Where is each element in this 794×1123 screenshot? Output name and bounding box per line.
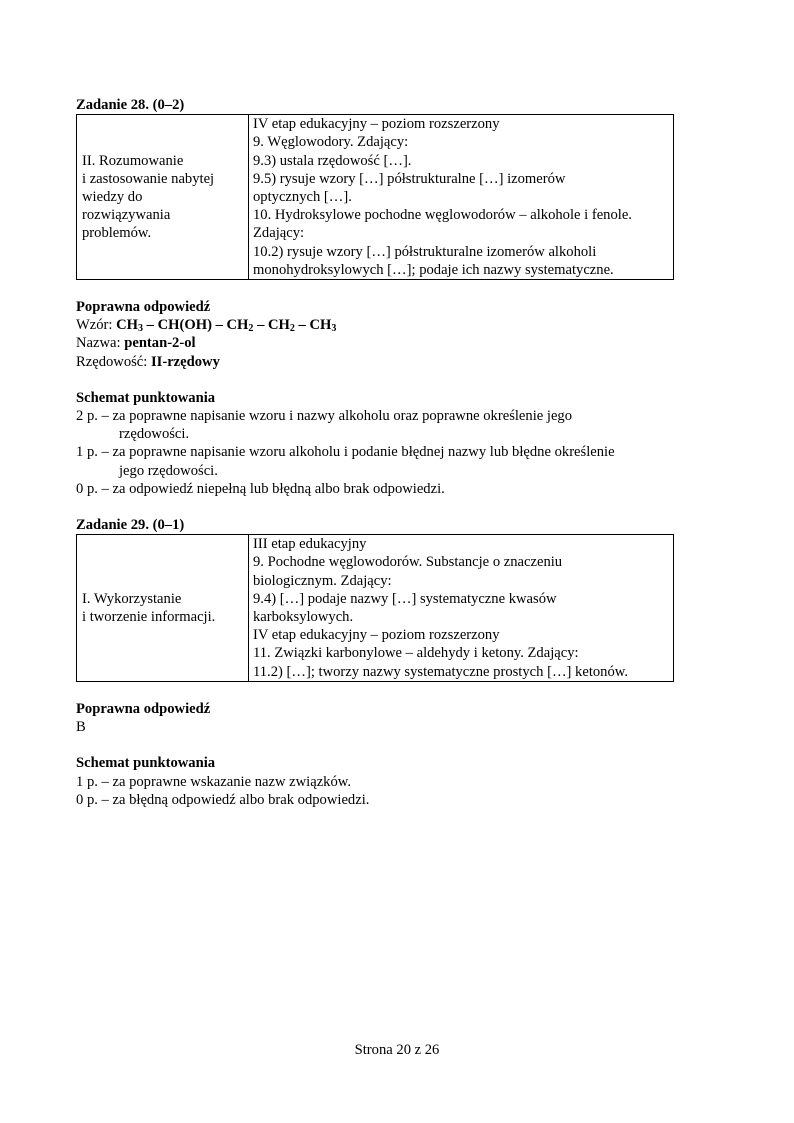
- task-28-title: Zadanie 28. (0–2): [76, 97, 185, 113]
- task-28-answer-heading: Poprawna odpowiedź: [76, 299, 211, 316]
- task-29-answer-heading: Poprawna odpowiedź: [76, 700, 211, 717]
- task-28-scoring-heading: Schemat punktowania: [76, 389, 216, 406]
- page-number: Strona 20 z 26: [354, 1042, 440, 1058]
- task-29-scoring-item: 0 p. – za błędną odpowiedź albo brak odpowiedzi.: [76, 791, 370, 808]
- task-28-scoring-item: 0 p. – za odpowiedź niepełną lub błędną albo brak odpowiedzi.: [76, 480, 445, 497]
- task-29-general-requirement: I. Wykorzystanie i tworzenie informacji.: [77, 535, 249, 682]
- task-29-scoring-heading: Schemat punktowania: [76, 755, 216, 772]
- task-28-detailed-requirements: IV etap edukacyjny – poziom rozszerzony 9. Węglowodory. Zdający: 9.3) ustala rzędowość […]. 9.5) rysuje wzory […] półstrukturalne […] izomerów optycznych […]. 10. Hydroksylowe pochodne węglowodorów – alkohole i fenole. Zdający: 10.2) rysuje wzory […] półstrukturalne izomerów alkoholi monohydroksylowych […]; podaje ich nazwy systematyczne.: [249, 115, 674, 280]
- task-29-requirements-table: [76, 534, 674, 682]
- task-28-requirements-table: [76, 114, 674, 280]
- task-29-detailed-requirements: III etap edukacyjny 9. Pochodne węglowodorów. Substancje o znaczeniu biologicznym. Zdający: 9.4) […] podaje nazwy […] systematyczne kwasów karboksylowych. IV etap edukacyjny – poziom rozszerzony 11. Związki karbonylowe – aldehydy i ketony. Zdający: 11.2) […]; tworzy nazwy systematyczne prostych […] ketonów.: [249, 535, 674, 682]
- task-28-general-requirement: II. Rozumowanie i zastosowanie nabytej wiedzy do rozwiązywania problemów.: [77, 115, 249, 280]
- task-28-order: Rzędowość: II-rzędowy: [76, 353, 220, 370]
- task-28-scoring-item: 2 p. – za poprawne napisanie wzoru i nazwy alkoholu oraz poprawne określenie jego rzędowości.: [76, 408, 573, 443]
- task-28-name: Nazwa: pentan-2-ol: [76, 335, 196, 352]
- task-29-title: Zadanie 29. (0–1): [76, 517, 185, 534]
- task-28-formula: Wzór: $CH_3 - CH(OH) - CH_2 - CH_2 - CH_3$: [76, 317, 337, 335]
- task-28-scoring-item: 1 p. – za poprawne napisanie wzoru alkoholu i podanie błędnej nazwy lub błędne określenie jego rzędowości.: [76, 444, 615, 479]
- task-29-scoring-item: 1 p. – za poprawne wskazanie nazw związków.: [76, 773, 352, 790]
- page-content: [76, 96, 681, 809]
- task-29-answer: B: [76, 719, 86, 736]
